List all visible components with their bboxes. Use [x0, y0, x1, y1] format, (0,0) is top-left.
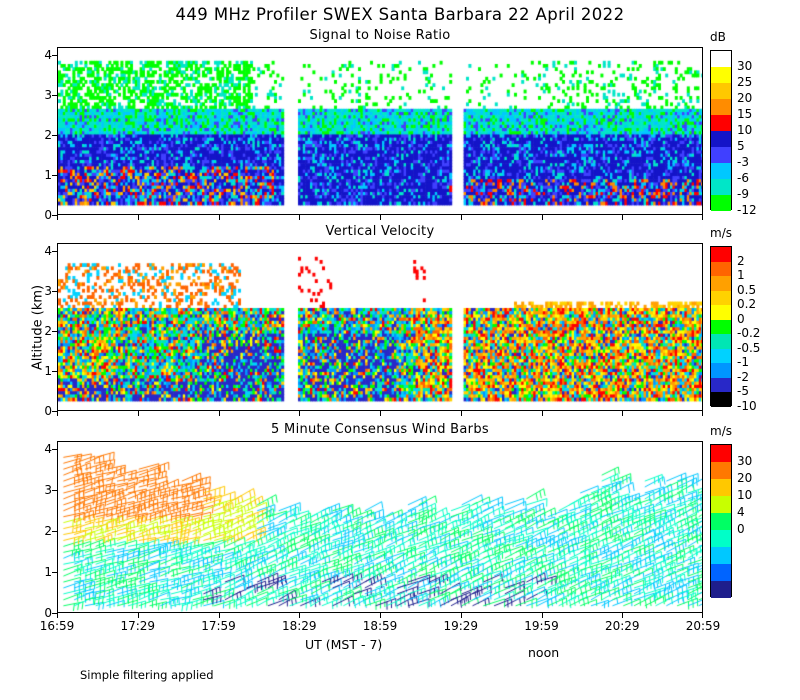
colorbar-cell	[711, 564, 731, 581]
y-axis-label: Altitude (km)	[30, 284, 46, 371]
y-tick-mark	[52, 331, 57, 332]
colorbar-tick-label: -3	[737, 155, 749, 169]
x-tick-mark	[138, 411, 139, 416]
x-tick-mark	[542, 215, 543, 220]
colorbar-tick-label: -0.5	[737, 340, 761, 355]
colorbar-cell	[711, 83, 731, 99]
colorbar-tick-label: -6	[737, 171, 749, 185]
y-tick-mark	[52, 449, 57, 450]
y-tick-mark	[52, 490, 57, 491]
y-tick-label: 2	[44, 524, 52, 539]
x-tick-mark	[138, 215, 139, 220]
colorbar-cell	[711, 581, 731, 598]
colorbar-tick-label: 20	[737, 471, 753, 485]
colorbar-cell	[711, 247, 731, 262]
footnote: Simple filtering applied	[80, 668, 214, 682]
plot-area-vv	[57, 243, 703, 411]
y-tick-label: 1	[44, 364, 52, 378]
colorbar-tick-label: -2	[737, 369, 749, 384]
y-tick-label: 3	[44, 483, 52, 498]
colorbar-cell	[711, 305, 731, 320]
panel-title-barbs: 5 Minute Consensus Wind Barbs	[271, 422, 489, 437]
colorbar-cell	[711, 363, 731, 378]
plot-area-barbs	[57, 441, 703, 613]
x-tick-mark	[219, 411, 220, 416]
colorbar-tick-label: -5	[737, 384, 749, 398]
colorbar-tick-label: 10	[737, 488, 753, 502]
colorbar-cell	[711, 320, 731, 335]
x-tick-label: 19:29	[443, 619, 479, 633]
colorbar-strip-vv	[710, 246, 732, 406]
colorbar-title-barbs: m/s	[710, 424, 732, 438]
colorbar-tick-label: 15	[737, 107, 753, 121]
y-tick-label: 1	[44, 168, 52, 182]
colorbar-tick-label: 0.2	[737, 297, 757, 311]
colorbar-cell	[711, 276, 731, 291]
x-tick-mark	[299, 411, 300, 416]
colorbar-tick-label: -12	[737, 203, 757, 217]
colorbar-cell	[711, 334, 731, 349]
colorbar-strip-barbs	[710, 444, 732, 597]
y-tick-label: 4	[44, 442, 52, 457]
x-tick-mark	[380, 215, 381, 220]
colorbar-cell	[711, 530, 731, 547]
colorbar-strip-snr	[710, 50, 732, 210]
colorbar-cell	[711, 462, 731, 479]
colorbar-title-snr: dB	[710, 30, 726, 44]
x-tick-mark	[380, 411, 381, 416]
colorbar-tick-label: 30	[737, 454, 753, 468]
y-tick-label: 2	[44, 324, 52, 338]
colorbar-cell	[711, 479, 731, 496]
colorbar-tick-label: 0.5	[737, 282, 757, 297]
colorbar-tick-label: 20	[737, 91, 753, 105]
x-tick-label: 16:59	[39, 619, 75, 633]
y-tick-mark	[52, 371, 57, 372]
x-tick-mark	[380, 613, 381, 618]
panel-title-snr: Signal to Noise Ratio	[309, 28, 451, 43]
colorbar-cell	[711, 131, 731, 147]
colorbar-cell	[711, 99, 731, 115]
x-tick-label: 18:59	[362, 619, 398, 633]
y-tick-mark	[52, 291, 57, 292]
x-tick-mark	[461, 411, 462, 416]
x-tick-mark	[622, 411, 623, 416]
y-tick-label: 0	[44, 208, 52, 222]
x-tick-label: 20:59	[685, 619, 721, 633]
colorbar-cell	[711, 67, 731, 83]
page-title: 449 MHz Profiler SWEX Santa Barbara 22 April 2022	[175, 5, 625, 24]
colorbar-cell	[711, 51, 731, 67]
colorbar-tick-label: 1	[737, 268, 745, 282]
colorbar-cell	[711, 496, 731, 513]
colorbar-cell	[711, 179, 731, 195]
x-tick-mark	[57, 411, 58, 416]
panel-vertical-velocity	[44, 224, 703, 418]
colorbar-cell	[711, 147, 731, 163]
x-tick-label: 20:29	[604, 619, 640, 633]
y-tick-mark	[52, 175, 57, 176]
y-tick-label: 4	[44, 244, 52, 258]
y-tick-mark	[52, 251, 57, 252]
x-tick-mark	[461, 215, 462, 220]
colorbar-cell	[711, 378, 731, 393]
x-tick-mark	[622, 613, 623, 618]
colorbar-tick-label: 30	[737, 59, 753, 73]
y-tick-mark	[52, 55, 57, 56]
colorbar-tick-label: 5	[737, 139, 745, 153]
x-tick-mark	[138, 613, 139, 618]
x-tick-mark	[299, 613, 300, 618]
colorbar-tick-label: 0	[737, 522, 745, 536]
x-tick-mark	[57, 215, 58, 220]
x-tick-label: 18:29	[281, 619, 317, 633]
y-tick-label: 2	[44, 128, 52, 142]
colorbar-cell	[711, 349, 731, 364]
colorbar-cell	[711, 262, 731, 277]
y-tick-label: 3	[44, 88, 52, 102]
x-tick-mark	[702, 613, 703, 618]
x-tick-mark	[461, 613, 462, 618]
colorbar-tick-label: 0	[737, 311, 745, 326]
colorbar-title-vv: m/s	[710, 226, 732, 240]
y-tick-label: 4	[44, 48, 52, 62]
colorbar-cell	[711, 513, 731, 530]
colorbar-tick-label: 2	[737, 253, 745, 268]
colorbar-tick-label: 25	[737, 75, 753, 89]
colorbar-cell	[711, 195, 731, 211]
colorbar-cell	[711, 115, 731, 131]
colorbar-cell	[711, 392, 731, 407]
plot-area-snr	[57, 47, 703, 215]
colorbar-tick-label: 10	[737, 123, 753, 137]
x-tick-mark	[702, 215, 703, 220]
y-tick-label: 3	[44, 284, 52, 298]
panel-title-vv: Vertical Velocity	[325, 224, 435, 239]
x-axis-label: UT (MST - 7)	[305, 637, 383, 652]
colorbar-cell	[711, 547, 731, 564]
y-tick-mark	[52, 572, 57, 573]
colorbar-cell	[711, 445, 731, 462]
x-tick-mark	[219, 613, 220, 618]
colorbar-tick-label: -0.2	[737, 326, 761, 340]
y-tick-label: 0	[44, 606, 52, 620]
colorbar-cell	[711, 163, 731, 179]
colorbar-cell	[711, 291, 731, 306]
colorbar-tick-label: -10	[737, 398, 757, 413]
x-tick-mark	[542, 613, 543, 618]
colorbar-tick-label: -9	[737, 187, 749, 201]
panel-signal-to-noise-ratio	[44, 28, 703, 222]
colorbar-tick-label: 4	[737, 505, 745, 519]
x-tick-label: 17:29	[120, 619, 156, 633]
x-tick-label: 19:59	[524, 619, 559, 633]
x-tick-mark	[702, 411, 703, 416]
y-tick-label: 0	[44, 404, 52, 418]
y-tick-mark	[52, 531, 57, 532]
x-tick-mark	[219, 215, 220, 220]
colorbar-tick-label: -1	[737, 355, 749, 369]
x-tick-mark	[622, 215, 623, 220]
noon-label: noon	[528, 645, 560, 660]
y-tick-label: 1	[44, 565, 52, 580]
x-tick-mark	[57, 613, 58, 618]
y-tick-mark	[52, 135, 57, 136]
y-tick-mark	[52, 95, 57, 96]
x-tick-label: 17:59	[201, 619, 236, 633]
x-tick-mark	[299, 215, 300, 220]
x-tick-mark	[542, 411, 543, 416]
